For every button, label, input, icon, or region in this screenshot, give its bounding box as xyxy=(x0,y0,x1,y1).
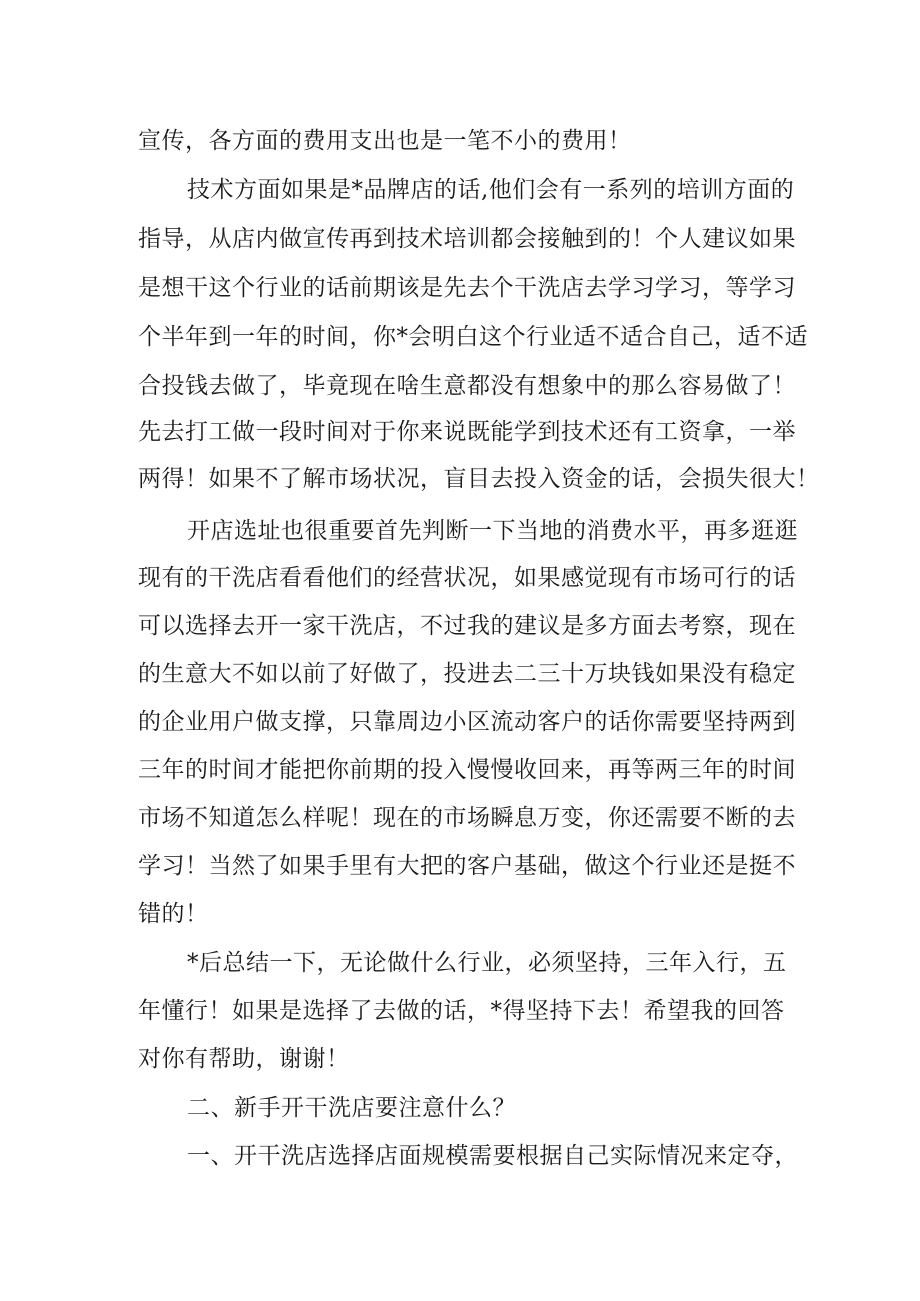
text-line: 学习！当然了如果手里有大把的客户基础，做这个行业还是挺不 xyxy=(138,853,796,879)
text-line: 指导，从店内做宣传再到技术培训都会接触到的！个人建议如果 xyxy=(138,226,796,252)
paragraph-start: 开店选址也很重要首先判断一下当地的消费水平，再多逛逛 xyxy=(187,518,798,544)
text-line: 两得！如果不了解市场状况，盲目去投入资金的话，会损失很大！ xyxy=(138,466,820,492)
text-line: 宣传，各方面的费用支出也是一笔不小的费用！ xyxy=(138,128,632,154)
text-line: 三年的时间才能把你前期的投入慢慢收回来，再等两三年的时间 xyxy=(138,757,796,783)
text-line: 个半年到一年的时间，你*会明白这个行业适不适合自己，适不适 xyxy=(138,324,808,350)
text-line: 的企业用户做支撑，只靠周边小区流动客户的话你需要坚持两到 xyxy=(138,709,796,735)
text-line: 是想干这个行业的话前期该是先去个干洗店去学习学习，等学习 xyxy=(138,275,796,301)
text-line: 先去打工做一段时间对于你来说既能学到技术还有工资拿，一举 xyxy=(138,419,796,445)
text-line: 的生意大不如以前了好做了，投进去二三十万块钱如果没有稳定 xyxy=(138,661,796,687)
text-line: 错的！ xyxy=(138,901,209,927)
paragraph-start: 技术方面如果是*品牌店的话,他们会有一系列的培训方面的 xyxy=(187,177,795,203)
paragraph-start: 一、开干洗店选择店面规模需要根据自己实际情况来定夺， xyxy=(187,1143,798,1169)
text-line: 对你有帮助，谢谢！ xyxy=(138,1046,350,1072)
text-line: 合投钱去做了，毕竟现在啥生意都没有想象中的那么容易做了！ xyxy=(138,373,796,399)
text-line: 年懂行！如果是选择了去做的话，*得坚持下去！希望我的回答 xyxy=(138,998,785,1024)
section-heading: 二、新手开干洗店要注意什么？ xyxy=(187,1095,516,1121)
text-line: 市场不知道怎么样呢！现在的市场瞬息万变，你还需要不断的去 xyxy=(138,805,796,831)
paragraph-start: *后总结一下，无论做什么行业，必须坚持，三年入行，五 xyxy=(187,950,787,976)
text-line: 可以选择去开一家干洗店，不过我的建议是多方面去考察，现在 xyxy=(138,613,796,639)
text-line: 现有的干洗店看看他们的经营状况，如果感觉现有市场可行的话 xyxy=(138,565,796,591)
